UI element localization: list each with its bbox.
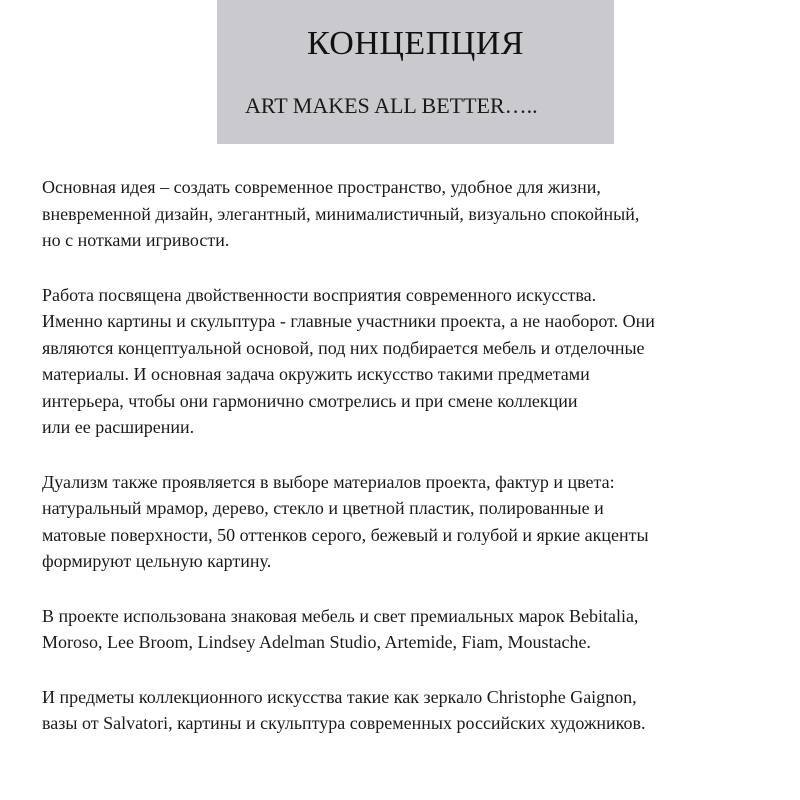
text-line: или ее расширении. bbox=[42, 417, 195, 437]
text-line: Основная идея – создать современное пространство, удобное для жизни, bbox=[42, 177, 601, 197]
text-line: являются концептуальной основой, под них подбирается мебель и отделочные bbox=[42, 337, 645, 358]
concept-text bbox=[42, 174, 792, 765]
text-line: натуральный мрамор, дерево, стекло и цветной пластик, полированные и bbox=[42, 498, 604, 518]
text-line: Moroso, Lee Broom, Lindsey Adelman Studio, Artemide, Fiam, Moustache. bbox=[42, 632, 591, 652]
text-line: формируют цельную картину. bbox=[42, 551, 272, 571]
text-line: И предметы коллекционного искусства такие как зеркало Christophe Gaignon, bbox=[42, 686, 637, 707]
paragraph-brands bbox=[42, 603, 792, 656]
page-subtitle: ART MAKES ALL BETTER….. bbox=[245, 93, 538, 118]
paragraph-main-idea bbox=[42, 174, 792, 254]
text-line: вазы от Salvatori, картины и скульптура современных российских художников. bbox=[42, 713, 646, 733]
text-line: Именно картины и скульптура - главные участники проекта, а не наоборот. Они bbox=[42, 311, 655, 331]
text-line: материалы. И основная задача окружить искусство такими предметами bbox=[42, 364, 590, 384]
text-line: интерьера, чтобы они гармонично смотрелись и при смене коллекции bbox=[42, 390, 578, 411]
paragraph-materials bbox=[42, 469, 792, 575]
text-line: вневременной дизайн, элегантный, минималистичный, визуально спокойный, bbox=[42, 203, 640, 224]
text-line: матовые поверхности, 50 оттенков серого, бежевый и голубой и яркие акценты bbox=[42, 524, 649, 545]
text-line: но с нотками игривости. bbox=[42, 230, 230, 250]
text-line: Дуализм также проявляется в выборе материалов проекта, фактур и цвета: bbox=[42, 471, 615, 492]
header-banner bbox=[217, 0, 614, 144]
paragraph-art-duality bbox=[42, 282, 792, 441]
text-line: В проекте использована знаковая мебель и свет премиальных марок Bebitalia, bbox=[42, 605, 639, 626]
paragraph-collectible-art bbox=[42, 684, 792, 737]
text-line: Работа посвящена двойственности восприятия современного искусства. bbox=[42, 284, 597, 305]
page-title: КОНЦЕПЦИЯ bbox=[306, 25, 525, 62]
